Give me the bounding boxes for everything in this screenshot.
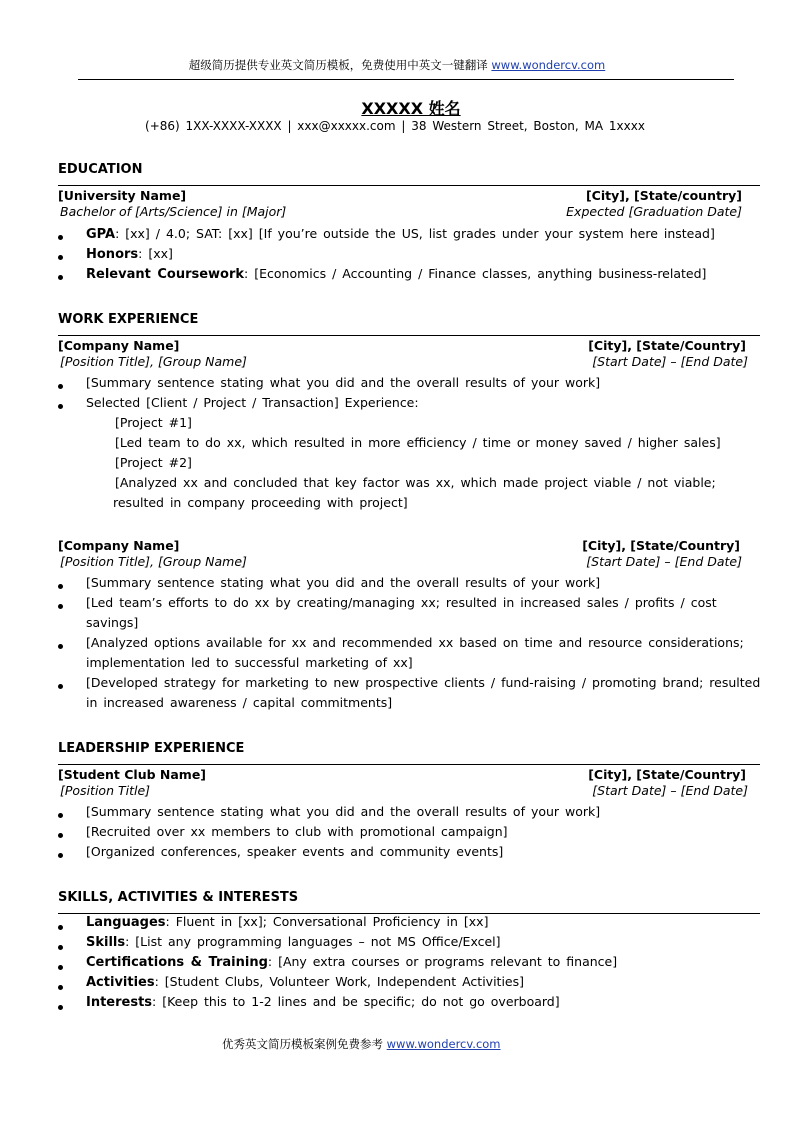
- skills-item-skills: Skills: [List any programming languages – not MS Office/Excel]: [86, 934, 501, 950]
- education-item-coursework: Relevant Coursework: [Economics / Accounting / Finance classes, anything business-related]: [86, 266, 707, 282]
- bullet-icon: [58, 833, 63, 838]
- club-dates: [Start Date] – [End Date]: [592, 783, 748, 798]
- job2-bullet: [Led team’s efforts to do xx by creating/managing xx; resulted in increased sales / profits / cost: [86, 595, 717, 610]
- footer-promo: [222, 1036, 501, 1052]
- header-promo: [0, 57, 794, 73]
- leadership-bullet: [Organized conferences, speaker events and community events]: [86, 844, 504, 859]
- job2-dates: [Start Date] – [End Date]: [586, 554, 742, 569]
- job2-bullet-cont: savings]: [86, 615, 139, 630]
- degree: Bachelor of [Arts/Science] in [Major]: [60, 204, 287, 219]
- bullet-icon: [58, 584, 63, 589]
- skills-item-activities: Activities: [Student Clubs, Volunteer Work, Independent Activities]: [86, 974, 524, 990]
- education-location: [City], [State/country]: [585, 188, 742, 203]
- job2-bullet: [Developed strategy for marketing to new prospective clients / fund-raising / promoting brand; resulted: [86, 675, 761, 690]
- footer-promo-text: 优秀英文简历模板案例免费参考: [222, 1037, 383, 1051]
- job2-position: [Position Title], [Group Name]: [60, 554, 247, 569]
- skills-item-languages: Languages: Fluent in [xx]; Conversational Proficiency in [xx]: [86, 914, 489, 930]
- job1-subitem: [Project #1]: [115, 415, 192, 430]
- bullet-icon: [58, 925, 63, 930]
- bullet-icon: [58, 853, 63, 858]
- work-heading: WORK EXPERIENCE: [58, 312, 199, 327]
- bullet-icon: [58, 384, 63, 389]
- bullet-icon: [58, 255, 63, 260]
- graduation-date: Expected [Graduation Date]: [566, 204, 742, 219]
- job1-position: [Position Title], [Group Name]: [60, 354, 247, 369]
- bullet-icon: [58, 813, 63, 818]
- job2-bullet-cont: in increased awareness / capital commitments]: [86, 695, 393, 710]
- leadership-heading: LEADERSHIP EXPERIENCE: [58, 741, 245, 756]
- job1-subitem-cont: resulted in company proceeding with project]: [113, 495, 408, 510]
- bullet-icon: [58, 985, 63, 990]
- job1-subitem: [Analyzed xx and concluded that key factor was xx, which made project viable / not viable;: [115, 475, 716, 490]
- bullet-icon: [58, 404, 63, 409]
- bullet-icon: [58, 1005, 63, 1010]
- education-item-gpa: GPA: [xx] / 4.0; SAT: [xx] [If you’re outside the US, list grades under your system here instead]: [86, 226, 715, 242]
- job2-bullet-cont: implementation led to successful marketing of xx]: [86, 655, 413, 670]
- skills-heading: SKILLS, ACTIVITIES & INTERESTS: [58, 890, 299, 905]
- club-position: [Position Title]: [60, 783, 151, 798]
- header-promo-text: 超级简历提供专业英文简历模板，免费使用中英文一键翻译: [188, 58, 488, 72]
- leadership-rule: [58, 764, 760, 765]
- contact-line: (+86) 1XX-XXXX-XXXX | xxx@xxxxx.com | 38 Western Street, Boston, MA 1xxxx: [145, 119, 645, 133]
- job1-bullet: [Summary sentence stating what you did and the overall results of your work]: [86, 375, 601, 390]
- job2-company: [Company Name]: [58, 538, 180, 553]
- bullet-icon: [58, 945, 63, 950]
- job1-location: [City], [State/Country]: [588, 338, 746, 353]
- leadership-bullet: [Recruited over xx members to club with promotional campaign]: [86, 824, 508, 839]
- education-item-honors: Honors: [xx]: [86, 246, 173, 262]
- bullet-icon: [58, 965, 63, 970]
- university-name: [University Name]: [58, 188, 187, 203]
- education-rule: [58, 185, 760, 186]
- skills-item-interests: Interests: [Keep this to 1-2 lines and be specific; do not go overboard]: [86, 994, 560, 1010]
- job1-dates: [Start Date] – [End Date]: [592, 354, 748, 369]
- bullet-icon: [58, 604, 63, 609]
- bullet-icon: [58, 684, 63, 689]
- education-heading: EDUCATION: [58, 162, 143, 177]
- bullet-icon: [58, 275, 63, 280]
- job2-location: [City], [State/Country]: [582, 538, 740, 553]
- resume-name: XXXXX 姓名: [361, 99, 461, 118]
- header-link[interactable]: www.wondercv.com: [491, 58, 606, 72]
- club-location: [City], [State/Country]: [588, 767, 746, 782]
- bullet-icon: [58, 644, 63, 649]
- bullet-icon: [58, 235, 63, 240]
- leadership-bullet: [Summary sentence stating what you did and the overall results of your work]: [86, 804, 601, 819]
- job2-bullet: [Summary sentence stating what you did and the overall results of your work]: [86, 575, 601, 590]
- club-name: [Student Club Name]: [58, 767, 207, 782]
- skills-item-certifications: Certifications & Training: [Any extra courses or programs relevant to finance]: [86, 954, 618, 970]
- job1-bullet: Selected [Client / Project / Transaction] Experience:: [86, 395, 419, 410]
- job1-company: [Company Name]: [58, 338, 180, 353]
- job1-subitem: [Project #2]: [115, 455, 192, 470]
- work-rule: [58, 335, 760, 336]
- footer-link[interactable]: www.wondercv.com: [386, 1037, 501, 1051]
- job1-subitem: [Led team to do xx, which resulted in more efficiency / time or money saved / higher sales]: [115, 435, 721, 450]
- header-divider: [78, 79, 734, 80]
- job2-bullet: [Analyzed options available for xx and recommended xx based on time and resource considerations;: [86, 635, 744, 650]
